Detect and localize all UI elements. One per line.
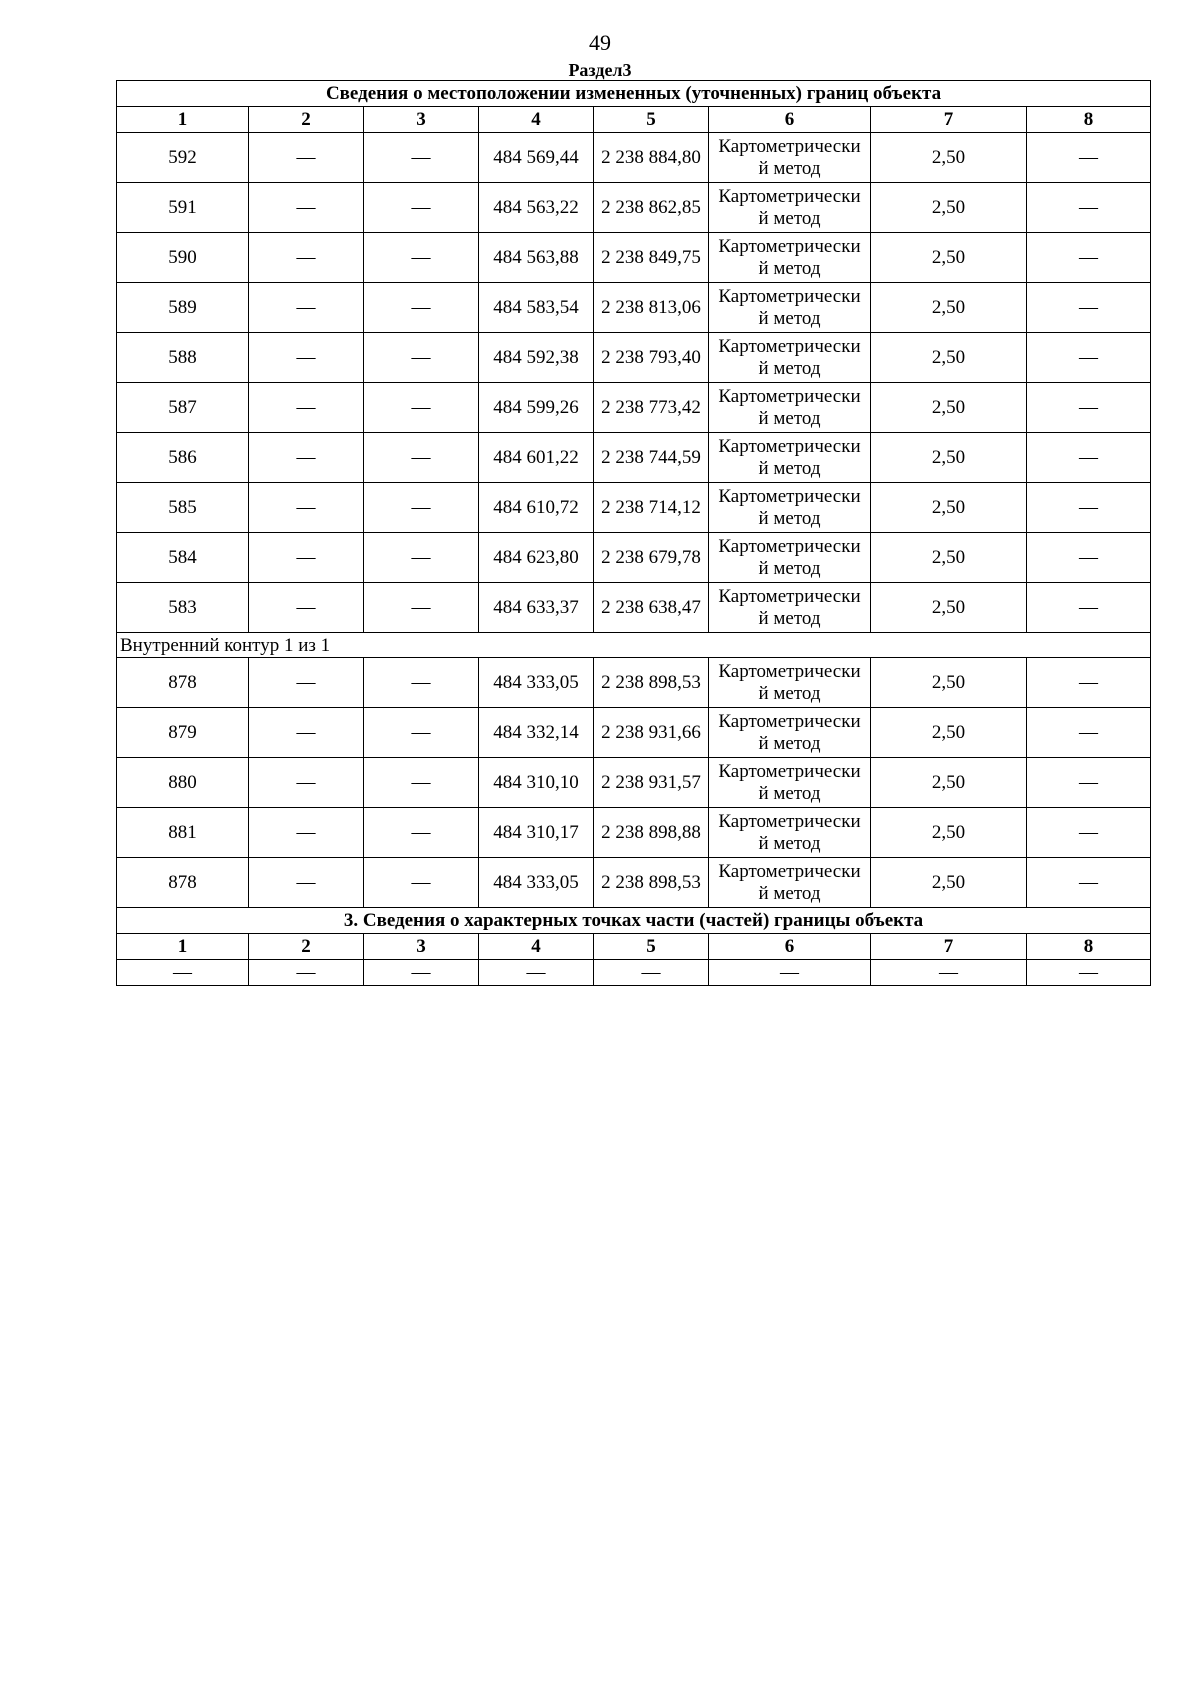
old-y-cell: — (364, 383, 479, 433)
method-cell (709, 708, 871, 758)
point-number-cell: 878 (117, 658, 249, 708)
method-text-line1: Картометрически (718, 435, 861, 457)
old-x-cell: — (249, 383, 364, 433)
table-row (117, 333, 1151, 383)
method-text-line2: й метод (758, 157, 821, 179)
column-number: 2 (249, 934, 364, 960)
column-number: 7 (871, 934, 1027, 960)
precision-cell: 2,50 (871, 658, 1027, 708)
y-coordinate-cell: 2 238 679,78 (594, 533, 709, 583)
precision-cell: 2,50 (871, 333, 1027, 383)
y-coordinate-cell: 2 238 773,42 (594, 383, 709, 433)
description-cell: — (1027, 708, 1151, 758)
precision-cell: 2,50 (871, 483, 1027, 533)
y-coordinate-cell: 2 238 793,40 (594, 333, 709, 383)
table-row (117, 283, 1151, 333)
table-row (117, 658, 1151, 708)
y-coordinate-cell: 2 238 744,59 (594, 433, 709, 483)
point-number-cell: 881 (117, 808, 249, 858)
table-row (117, 858, 1151, 908)
old-y-cell: — (364, 858, 479, 908)
description-cell: — (1027, 233, 1151, 283)
description-cell: — (1027, 183, 1151, 233)
table-row (117, 233, 1151, 283)
x-coordinate-cell: 484 623,80 (479, 533, 594, 583)
precision-cell: 2,50 (871, 233, 1027, 283)
method-cell (709, 183, 871, 233)
old-x-cell: — (249, 183, 364, 233)
method-cell (709, 483, 871, 533)
method-text-line1: Картометрически (718, 810, 861, 832)
precision-cell: 2,50 (871, 183, 1027, 233)
x-coordinate-cell: 484 332,14 (479, 708, 594, 758)
table-row (117, 483, 1151, 533)
x-coordinate-cell: 484 601,22 (479, 433, 594, 483)
method-text-line1: Картометрически (718, 335, 861, 357)
section-label: Раздел3 (568, 60, 632, 80)
old-x-cell: — (249, 333, 364, 383)
precision-cell: 2,50 (871, 433, 1027, 483)
method-text-line2: й метод (758, 507, 821, 529)
method-text-line2: й метод (758, 782, 821, 804)
method-text-line2: й метод (758, 882, 821, 904)
y-coordinate-cell: 2 238 638,47 (594, 583, 709, 633)
description-cell: — (1027, 533, 1151, 583)
description-cell: — (1027, 583, 1151, 633)
inner-contour-row (117, 633, 1151, 658)
point-number-cell: 588 (117, 333, 249, 383)
method-text-line2: й метод (758, 832, 821, 854)
description-cell: — (1027, 758, 1151, 808)
old-y-cell: — (364, 758, 479, 808)
empty-cell: — (709, 960, 871, 986)
method-cell (709, 858, 871, 908)
point-number-cell: 587 (117, 383, 249, 433)
column-number: 8 (1027, 107, 1151, 133)
method-text-line2: й метод (758, 307, 821, 329)
part-points-empty-row (117, 960, 1151, 986)
empty-cell: — (249, 960, 364, 986)
table-row (117, 383, 1151, 433)
old-x-cell: — (249, 758, 364, 808)
point-number-cell: 586 (117, 433, 249, 483)
old-x-cell: — (249, 133, 364, 183)
method-text-line2: й метод (758, 207, 821, 229)
old-x-cell: — (249, 283, 364, 333)
table-row (117, 583, 1151, 633)
precision-cell: 2,50 (871, 383, 1027, 433)
old-x-cell: — (249, 808, 364, 858)
point-number-cell: 590 (117, 233, 249, 283)
y-coordinate-cell: 2 238 862,85 (594, 183, 709, 233)
part-points-column-number-row (117, 934, 1151, 960)
point-number-cell: 584 (117, 533, 249, 583)
column-number: 4 (479, 934, 594, 960)
column-number: 6 (709, 934, 871, 960)
method-text-line1: Картометрически (718, 285, 861, 307)
method-cell (709, 383, 871, 433)
description-cell: — (1027, 133, 1151, 183)
x-coordinate-cell: 484 583,54 (479, 283, 594, 333)
column-number-row (117, 107, 1151, 133)
part-points-title: 3. Сведения о характерных точках части (частей) границы объекта (117, 908, 1151, 934)
method-text-line2: й метод (758, 257, 821, 279)
method-text-line2: й метод (758, 557, 821, 579)
precision-cell: 2,50 (871, 708, 1027, 758)
method-text-line1: Картометрически (718, 385, 861, 407)
description-cell: — (1027, 658, 1151, 708)
x-coordinate-cell: 484 333,05 (479, 858, 594, 908)
method-text-line2: й метод (758, 732, 821, 754)
column-number: 7 (871, 107, 1027, 133)
method-text-line2: й метод (758, 407, 821, 429)
description-cell: — (1027, 858, 1151, 908)
empty-cell: — (364, 960, 479, 986)
point-number-cell: 583 (117, 583, 249, 633)
old-x-cell: — (249, 583, 364, 633)
description-cell: — (1027, 383, 1151, 433)
old-x-cell: — (249, 658, 364, 708)
x-coordinate-cell: 484 310,10 (479, 758, 594, 808)
column-number: 2 (249, 107, 364, 133)
old-y-cell: — (364, 233, 479, 283)
old-y-cell: — (364, 708, 479, 758)
point-number-cell: 589 (117, 283, 249, 333)
method-cell (709, 433, 871, 483)
x-coordinate-cell: 484 633,37 (479, 583, 594, 633)
point-number-cell: 879 (117, 708, 249, 758)
old-y-cell: — (364, 583, 479, 633)
method-cell (709, 658, 871, 708)
x-coordinate-cell: 484 569,44 (479, 133, 594, 183)
point-number-cell: 878 (117, 858, 249, 908)
description-cell: — (1027, 283, 1151, 333)
method-text-line2: й метод (758, 357, 821, 379)
old-y-cell: — (364, 133, 479, 183)
old-x-cell: — (249, 533, 364, 583)
y-coordinate-cell: 2 238 714,12 (594, 483, 709, 533)
y-coordinate-cell: 2 238 898,53 (594, 858, 709, 908)
method-cell (709, 583, 871, 633)
table-row (117, 183, 1151, 233)
method-text-line1: Картометрически (718, 660, 861, 682)
column-number: 6 (709, 107, 871, 133)
method-cell (709, 333, 871, 383)
part-points-title-row (117, 908, 1151, 934)
point-number-cell: 880 (117, 758, 249, 808)
precision-cell: 2,50 (871, 533, 1027, 583)
method-text-line1: Картометрически (718, 485, 861, 507)
method-cell (709, 808, 871, 858)
page-number: 49 (589, 30, 611, 55)
column-number: 5 (594, 107, 709, 133)
old-y-cell: — (364, 183, 479, 233)
method-text-line1: Картометрически (718, 135, 861, 157)
point-number-cell: 592 (117, 133, 249, 183)
x-coordinate-cell: 484 599,26 (479, 383, 594, 433)
point-number-cell: 591 (117, 183, 249, 233)
y-coordinate-cell: 2 238 898,53 (594, 658, 709, 708)
x-coordinate-cell: 484 610,72 (479, 483, 594, 533)
inner-contour-label: Внутренний контур 1 из 1 (117, 633, 1151, 658)
precision-cell: 2,50 (871, 583, 1027, 633)
old-x-cell: — (249, 233, 364, 283)
empty-cell: — (479, 960, 594, 986)
precision-cell: 2,50 (871, 283, 1027, 333)
column-number: 3 (364, 934, 479, 960)
method-text-line1: Картометрически (718, 710, 861, 732)
old-x-cell: — (249, 708, 364, 758)
table-row (117, 433, 1151, 483)
method-cell (709, 533, 871, 583)
x-coordinate-cell: 484 592,38 (479, 333, 594, 383)
description-cell: — (1027, 808, 1151, 858)
column-number: 4 (479, 107, 594, 133)
x-coordinate-cell: 484 333,05 (479, 658, 594, 708)
boundary-table (116, 80, 1151, 986)
x-coordinate-cell: 484 310,17 (479, 808, 594, 858)
x-coordinate-cell: 484 563,88 (479, 233, 594, 283)
method-cell (709, 758, 871, 808)
precision-cell: 2,50 (871, 808, 1027, 858)
old-x-cell: — (249, 483, 364, 533)
old-x-cell: — (249, 858, 364, 908)
precision-cell: 2,50 (871, 858, 1027, 908)
method-cell (709, 233, 871, 283)
y-coordinate-cell: 2 238 849,75 (594, 233, 709, 283)
description-cell: — (1027, 333, 1151, 383)
column-number: 8 (1027, 934, 1151, 960)
method-text-line1: Картометрически (718, 235, 861, 257)
column-number: 1 (117, 107, 249, 133)
method-text-line1: Картометрически (718, 760, 861, 782)
y-coordinate-cell: 2 238 931,57 (594, 758, 709, 808)
table-title: Сведения о местоположении измененных (уточненных) границ объекта (117, 81, 1151, 107)
column-number: 3 (364, 107, 479, 133)
empty-cell: — (117, 960, 249, 986)
method-cell (709, 283, 871, 333)
description-cell: — (1027, 433, 1151, 483)
old-y-cell: — (364, 433, 479, 483)
old-y-cell: — (364, 333, 479, 383)
table-row (117, 133, 1151, 183)
table-row (117, 533, 1151, 583)
old-y-cell: — (364, 658, 479, 708)
method-text-line2: й метод (758, 457, 821, 479)
old-y-cell: — (364, 283, 479, 333)
table-row (117, 808, 1151, 858)
method-text-line1: Картометрически (718, 585, 861, 607)
method-text-line2: й метод (758, 607, 821, 629)
description-cell: — (1027, 483, 1151, 533)
y-coordinate-cell: 2 238 813,06 (594, 283, 709, 333)
x-coordinate-cell: 484 563,22 (479, 183, 594, 233)
precision-cell: 2,50 (871, 133, 1027, 183)
table-row (117, 758, 1151, 808)
empty-cell: — (594, 960, 709, 986)
column-number: 1 (117, 934, 249, 960)
table-title-row (117, 81, 1151, 107)
y-coordinate-cell: 2 238 898,88 (594, 808, 709, 858)
point-number-cell: 585 (117, 483, 249, 533)
old-x-cell: — (249, 433, 364, 483)
old-y-cell: — (364, 808, 479, 858)
table-row (117, 708, 1151, 758)
method-cell (709, 133, 871, 183)
old-y-cell: — (364, 533, 479, 583)
y-coordinate-cell: 2 238 884,80 (594, 133, 709, 183)
method-text-line1: Картометрически (718, 535, 861, 557)
column-number: 5 (594, 934, 709, 960)
precision-cell: 2,50 (871, 758, 1027, 808)
method-text-line1: Картометрически (718, 185, 861, 207)
empty-cell: — (871, 960, 1027, 986)
old-y-cell: — (364, 483, 479, 533)
method-text-line2: й метод (758, 682, 821, 704)
y-coordinate-cell: 2 238 931,66 (594, 708, 709, 758)
empty-cell: — (1027, 960, 1151, 986)
method-text-line1: Картометрически (718, 860, 861, 882)
